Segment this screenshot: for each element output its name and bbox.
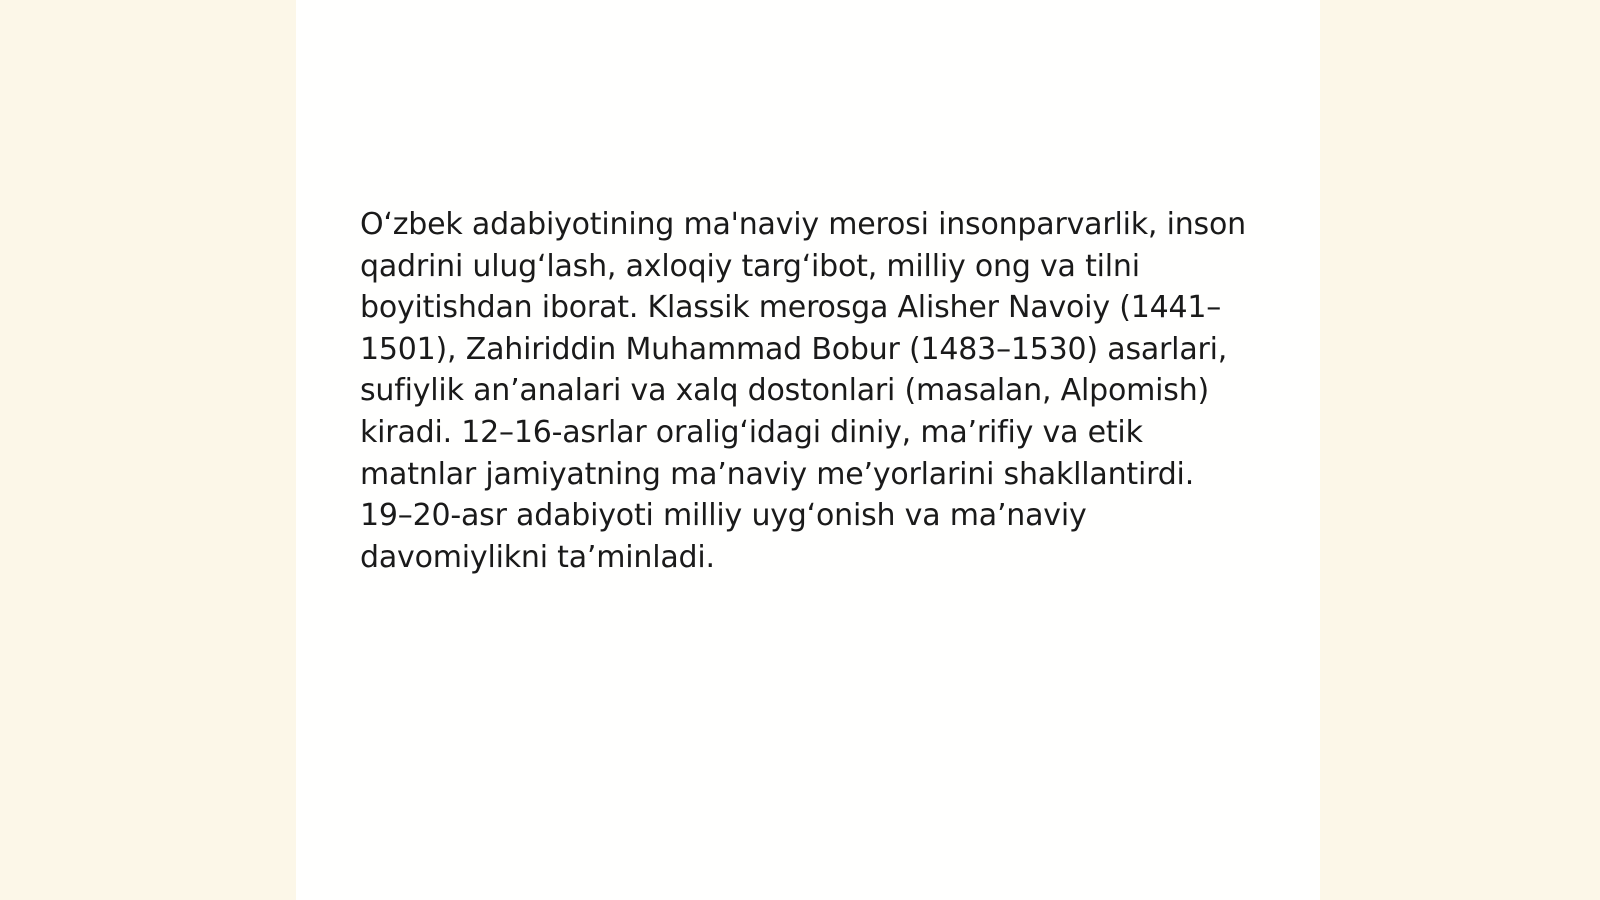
- document-page: [296, 0, 1320, 900]
- body-paragraph: O‘zbek adabiyotining ma'naviy merosi insonparvarlik, inson qadrini ulug‘lash, axloqiy targ‘ibot, milliy ong va tilni boyitishdan iborat. Klassik merosga Alisher Navoiy (1441–1501), Zahiriddin Muhammad Bobur (1483–1530) asarlari, sufiylik an’analari va xalq dostonlari (masalan, Alpomish) kiradi. 12–16-asrlar oralig‘idagi diniy, ma’rifiy va etik matnlar jamiyatning ma’naviy me’yorlarini shakllantirdi. 19–20-asr adabiyoti milliy uyg‘onish va ma’naviy davomiylikni ta’minladi.: [360, 207, 1246, 575]
